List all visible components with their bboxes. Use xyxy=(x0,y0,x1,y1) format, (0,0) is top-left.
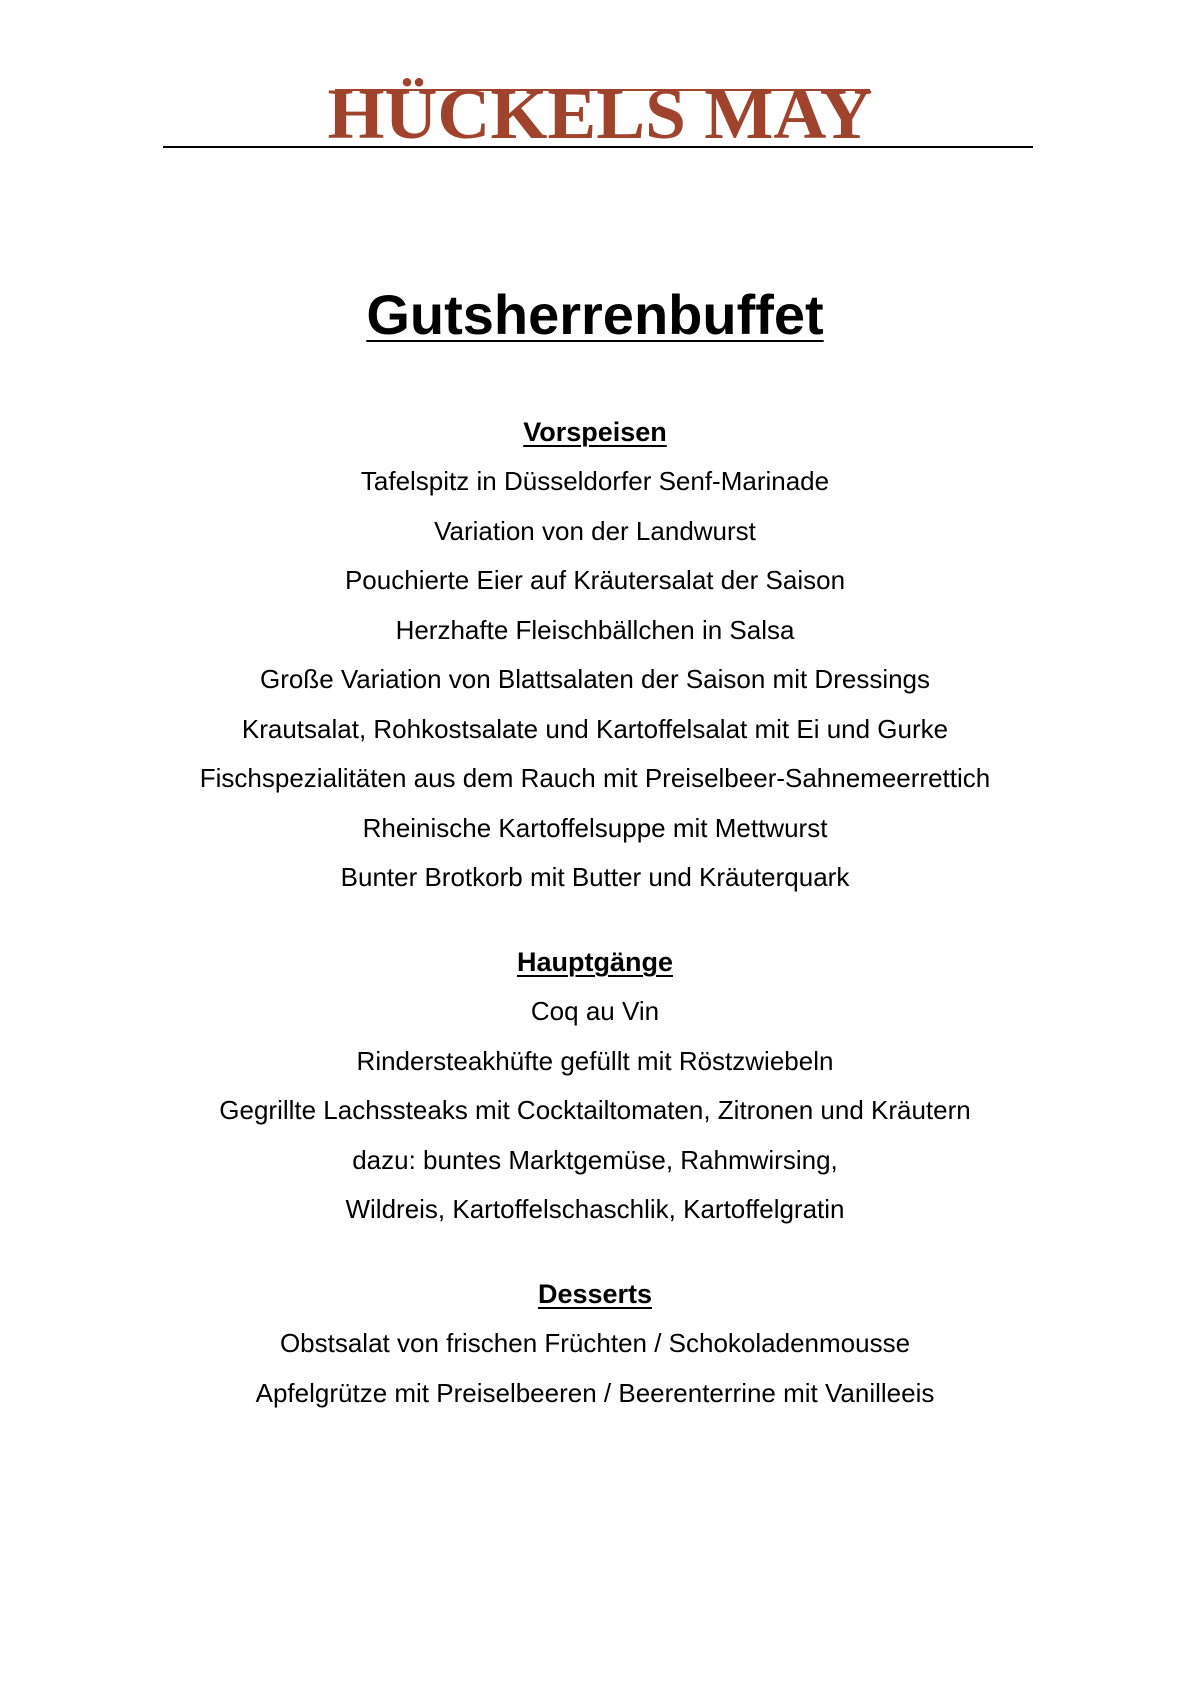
menu-item: Herzhafte Fleischbällchen in Salsa xyxy=(395,614,795,645)
menu-item: Variation von der Landwurst xyxy=(434,515,756,546)
menu-item: Fischspezialitäten aus dem Rauch mit Preiselbeer-Sahnemeerrettich xyxy=(199,763,991,793)
svg-text:HÜCKELS MAY: HÜCKELS MAY xyxy=(327,74,873,150)
section-heading: Vorspeisen xyxy=(523,417,667,447)
brand-logo xyxy=(0,70,1190,150)
section-vorspeisen xyxy=(0,407,1190,903)
menu-item: Große Variation von Blattsalaten der Saison mit Dressings xyxy=(259,664,931,694)
menu-item: Pouchierte Eier auf Kräutersalat der Saison xyxy=(344,565,846,595)
menu-item: Gegrillte Lachssteaks mit Cocktailtomaten, Zitronen und Kräutern xyxy=(219,1095,971,1125)
menu-item: Rindersteakhüfte gefüllt mit Röstzwiebeln xyxy=(356,1045,834,1076)
page-title: Gutsherrenbuffet xyxy=(366,283,824,346)
menu-item: Wildreis, Kartoffelschaschlik, Kartoffelgratin xyxy=(345,1194,845,1224)
section-heading: Desserts xyxy=(537,1279,653,1309)
menu-item: Tafelspitz in Düsseldorfer Senf-Marinade xyxy=(360,466,830,496)
section-heading: Hauptgänge xyxy=(516,947,673,977)
menu-item: Bunter Brotkorb mit Butter und Kräuterquark xyxy=(340,862,850,892)
header-divider xyxy=(163,146,1033,148)
menu-item: dazu: buntes Marktgemüse, Rahmwirsing, xyxy=(352,1144,838,1175)
section-desserts xyxy=(0,1269,1190,1418)
menu-item: Apfelgrütze mit Preiselbeeren / Beerenterrine mit Vanilleeis xyxy=(255,1377,935,1408)
menu-item: Rheinische Kartoffelsuppe mit Mettwurst xyxy=(362,812,828,843)
section-hauptgaenge xyxy=(0,937,1190,1235)
brand-logo-wordmark xyxy=(0,70,1190,150)
menu-item: Krautsalat, Rohkostsalate und Kartoffelsalat mit Ei und Gurke xyxy=(241,713,949,744)
menu-item: Obstsalat von frischen Früchten / Schokoladenmousse xyxy=(279,1328,911,1358)
menu-item: Coq au Vin xyxy=(530,996,660,1026)
